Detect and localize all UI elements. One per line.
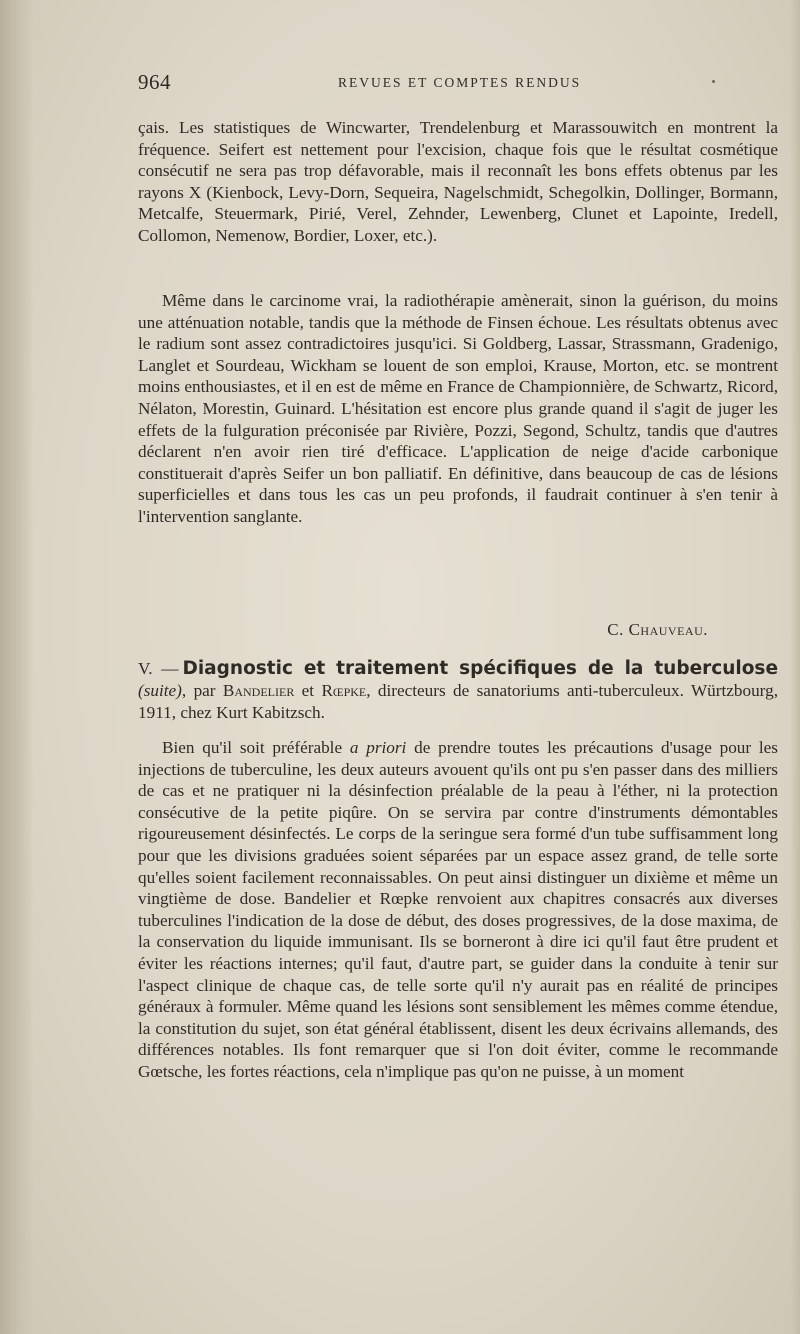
running-head: REVUES ET COMPTES RENDUS xyxy=(338,75,582,90)
section-text-b: et xyxy=(294,681,322,700)
page-number: 964 xyxy=(138,70,171,94)
section-text-a: , par xyxy=(181,681,223,700)
section-title: Diagnostic et traitement spécifiques de la tuberculose xyxy=(182,658,778,679)
author-roepke: Rœpke xyxy=(321,681,367,700)
author-bandelier: Bandelier xyxy=(222,681,295,700)
section-heading xyxy=(138,658,778,724)
paragraph-continuation: çais. Les statistiques de Wincwarter, Trendelenburg et Marassouwitch en montrent la fréquence. Seifert est nettement pour l'excision, chaque fois que le résultat cosmétique consécutif ne sera pas trop défavorable, mais il reconnaît les bons effets obtenus par les rayons X (Kienbock, Levy-Dorn, Sequeira, Nagelschmidt, Schegolkin, Dollinger, Bormann, Metcalfe, Steuermark, Pirié, Verel, Zehnder, Lewenberg, Clunet et Lapointe, Iredell, Collomon, Nemenow, Bordier, Loxer, etc.). xyxy=(138,118,778,245)
p3-text-a: Bien qu'il soit préférable xyxy=(162,738,350,757)
p3-italic-a-priori: a priori xyxy=(349,738,407,757)
section-text-c: , directeurs de sanatoriums anti-tuberculeux. Würtzbourg, 1911, chez Kurt Kabitzsch. xyxy=(138,681,778,722)
speck-mark xyxy=(712,80,715,83)
paragraph-radiotherapy: Même dans le carcinome vrai, la radiothérapie amènerait, sinon la guérison, du moins une atténuation notable, tandis que la méthode de Finsen échoue. Les résultats obtenus avec le radium sont assez contradictoires jusqu'ici. Si Goldberg, Lassar, Strassmann, Gradenigo, Langlet et Sourdeau, Wickham se louent de son emploi, Krause, Morton, etc. se montrent moins enthousiastes, et il en est de même en France de Championnière, de Schwartz, Ricord, Nélaton, Morestin, Guinard. L'hésitation est encore plus grande quand il s'agit de juger les effets de la fulguration préconisée par Rivière, Pozzi, Segond, Schultz, tandis que d'autres déclarent n'en avoir rien tiré d'efficace. L'application de neige d'acide carbonique constituerait d'après Seifer un bon palliatif. En définitive, dans beaucoup de cas de lésions superficielles et dans tous les cas un peu profonds, il faudrait continuer à s'en tenir à l'intervention sanglante. xyxy=(138,291,778,526)
section-number: V. — xyxy=(138,659,179,678)
section-italic-suite: (suite) xyxy=(138,681,182,700)
p3-text-b: de prendre toutes les précautions d'usage pour les injections de tuberculine, les deux auteurs avouent qu'ils ont pu s'en passer dans des milliers de cas et ne pratiquer ni la désinfection préalable de la peau à l'éther, ni la protection consécutive de la petite piqûre. On se servira par contre d'instruments démontables rigoureusement désinfectés. Le corps de la seringue sera formé d'un tube suffisamment long pour que les divisions graduées soient séparées par un espace assez grand, de telle sorte qu'elles soient facilement reconnaissables. On peut ainsi distinguer un dixième et même un vingtième de dose. Bandelier et Rœpke renvoient aux chapitres consacrés aux diverses tuberculines l'indication de la dose de début, des doses progressives, de la dose maxima, de la conservation du liquide immunisant. Ils se borneront à dire ici qu'il faut être prudent et éviter les réactions internes; qu'il faut, d'autre part, se guider dans la conduite à tenir sur l'aspect clinique de chaque cas, de telle sorte qu'il n'y aurait pas en réalité de principes généraux à formuler. Même quand les lésions sont sensiblement les mêmes comme étendue, la constitution du sujet, son état général établissent, disent les deux écrivains allemands, des différences notables. Ils font remarquer que si l'on doit éviter, comme le recommande Gœtsche, les fortes réactions, cela n'implique pas qu'on ne puisse, à un moment xyxy=(138,738,778,1081)
review-signature: C. Chauveau. xyxy=(607,620,708,639)
page-right-shadow xyxy=(790,0,800,1334)
paragraph-tuberculin xyxy=(138,737,778,1083)
page-header xyxy=(138,70,778,100)
page-left-shadow xyxy=(0,0,34,1334)
